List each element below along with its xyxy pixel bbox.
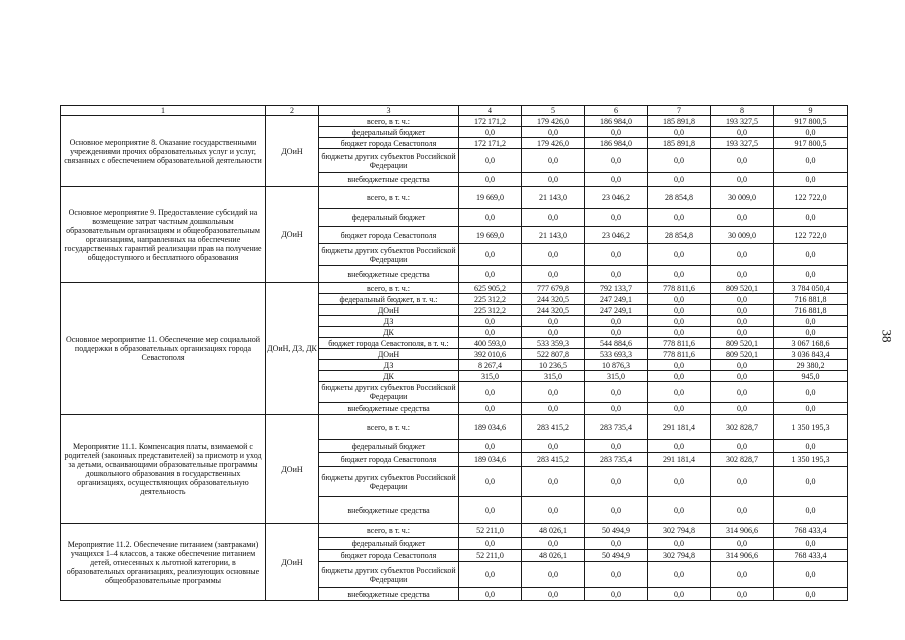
amount-cell: 809 520,1 [711,283,774,294]
amount-cell: 0,0 [459,316,522,327]
amount-cell: 0,0 [459,382,522,403]
amount-cell: 0,0 [522,382,585,403]
amount-cell: 400 593,0 [459,338,522,349]
amount-cell: 0,0 [711,305,774,316]
funding-source: ДК [319,327,459,338]
amount-cell: 0,0 [774,127,848,138]
amount-cell: 314 906,6 [711,524,774,538]
funding-source: внебюджетные средства [319,173,459,187]
table-row [61,187,848,209]
amount-cell: 0,0 [774,382,848,403]
funding-source: бюджет города Севастополя [319,453,459,467]
amount-cell: 23 046,2 [585,227,648,244]
funding-source: всего, в т. ч.: [319,187,459,209]
amount-cell: 0,0 [459,266,522,283]
amount-cell: 0,0 [522,538,585,550]
amount-cell: 0,0 [585,382,648,403]
funding-source: всего, в т. ч.: [319,283,459,294]
amount-cell: 0,0 [648,440,711,453]
amount-cell: 0,0 [774,327,848,338]
amount-cell: 0,0 [711,467,774,497]
column-header: 8 [711,106,774,116]
amount-cell: 0,0 [711,440,774,453]
amount-cell: 0,0 [711,588,774,601]
amount-cell: 0,0 [522,209,585,227]
amount-cell: 0,0 [522,467,585,497]
amount-cell: 0,0 [711,266,774,283]
amount-cell: 0,0 [711,149,774,173]
funding-source: внебюджетные средства [319,403,459,415]
amount-cell: 0,0 [711,316,774,327]
funding-source: федеральный бюджет [319,209,459,227]
amount-cell: 10 876,3 [585,360,648,371]
amount-cell: 778 811,6 [648,349,711,360]
amount-cell: 0,0 [522,149,585,173]
amount-cell: 1 350 195,3 [774,453,848,467]
amount-cell: 0,0 [648,467,711,497]
amount-cell: 225 312,2 [459,305,522,316]
amount-cell: 0,0 [459,244,522,266]
amount-cell: 302 828,7 [711,453,774,467]
funding-source: ДЗ [319,316,459,327]
amount-cell: 0,0 [648,327,711,338]
amount-cell: 0,0 [648,127,711,138]
funding-source: бюджеты других субъектов Российской Федерации [319,562,459,588]
amount-cell: 48 026,1 [522,550,585,562]
amount-cell: 809 520,1 [711,349,774,360]
amount-cell: 778 811,6 [648,338,711,349]
amount-cell: 945,0 [774,371,848,382]
amount-cell: 186 984,0 [585,138,648,149]
amount-cell: 625 905,2 [459,283,522,294]
amount-cell: 0,0 [585,538,648,550]
amount-cell: 314 906,6 [711,550,774,562]
funding-source: федеральный бюджет, в т. ч.: [319,294,459,305]
amount-cell: 122 722,0 [774,187,848,209]
amount-cell: 0,0 [711,382,774,403]
amount-cell: 778 811,6 [648,283,711,294]
amount-cell: 0,0 [459,127,522,138]
amount-cell: 0,0 [648,173,711,187]
amount-cell: 0,0 [585,149,648,173]
funding-source: бюджеты других субъектов Российской Федерации [319,467,459,497]
funding-source: бюджет города Севастополя [319,138,459,149]
funding-source: бюджеты других субъектов Российской Федерации [319,149,459,173]
amount-cell: 0,0 [585,316,648,327]
funding-source: ДЗ [319,360,459,371]
funding-source: всего, в т. ч.: [319,524,459,538]
amount-cell: 10 236,5 [522,360,585,371]
amount-cell: 172 171,2 [459,116,522,127]
event-name: Основное мероприятие 9. Предоставление субсидий на возмещение затрат частным дошкольным образовательным организациям и общеобразовательным организациям, направленных на обеспечение государственных гарантий реализации прав на получение общедоступного и бесплатного образования [61,187,266,283]
amount-cell: 777 679,8 [522,283,585,294]
amount-cell: 0,0 [774,497,848,524]
amount-cell: 533 693,3 [585,349,648,360]
amount-cell: 0,0 [522,440,585,453]
amount-cell: 0,0 [459,173,522,187]
amount-cell: 0,0 [585,588,648,601]
amount-cell: 247 249,1 [585,305,648,316]
amount-cell: 0,0 [648,266,711,283]
amount-cell: 0,0 [585,209,648,227]
amount-cell: 1 350 195,3 [774,415,848,440]
column-header: 5 [522,106,585,116]
amount-cell: 0,0 [711,403,774,415]
amount-cell: 0,0 [774,562,848,588]
amount-cell: 809 520,1 [711,338,774,349]
funding-source: всего, в т. ч.: [319,116,459,127]
funding-source: ДК [319,371,459,382]
amount-cell: 3 067 168,6 [774,338,848,349]
amount-cell: 716 881,8 [774,305,848,316]
amount-cell: 0,0 [774,588,848,601]
amount-cell: 0,0 [459,149,522,173]
amount-cell: 19 669,0 [459,227,522,244]
table-row [61,283,848,294]
amount-cell: 0,0 [648,562,711,588]
amount-cell: 28 854,8 [648,187,711,209]
amount-cell: 50 494,9 [585,524,648,538]
amount-cell: 189 034,6 [459,453,522,467]
column-header: 9 [774,106,848,116]
amount-cell: 533 359,3 [522,338,585,349]
amount-cell: 0,0 [522,266,585,283]
amount-cell: 0,0 [522,403,585,415]
amount-cell: 0,0 [711,244,774,266]
amount-cell: 0,0 [522,127,585,138]
amount-cell: 247 249,1 [585,294,648,305]
amount-cell: 172 171,2 [459,138,522,149]
amount-cell: 0,0 [585,127,648,138]
funding-source: бюджеты других субъектов Российской Федерации [319,382,459,403]
amount-cell: 28 854,8 [648,227,711,244]
amount-cell: 0,0 [711,497,774,524]
amount-cell: 291 181,4 [648,453,711,467]
amount-cell: 244 320,5 [522,305,585,316]
amount-cell: 185 891,8 [648,116,711,127]
amount-cell: 0,0 [648,497,711,524]
amount-cell: 792 133,7 [585,283,648,294]
amount-cell: 283 735,4 [585,415,648,440]
amount-cell: 0,0 [459,440,522,453]
amount-cell: 315,0 [522,371,585,382]
amount-cell: 0,0 [459,538,522,550]
amount-cell: 0,0 [522,497,585,524]
amount-cell: 0,0 [648,360,711,371]
amount-cell: 122 722,0 [774,227,848,244]
amount-cell: 0,0 [585,266,648,283]
executor: ДОиН, ДЗ, ДК [266,283,319,415]
amount-cell: 179 426,0 [522,138,585,149]
amount-cell: 0,0 [774,149,848,173]
amount-cell: 0,0 [648,538,711,550]
amount-cell: 544 884,6 [585,338,648,349]
column-header: 6 [585,106,648,116]
funding-source: бюджет города Севастополя [319,227,459,244]
amount-cell: 0,0 [774,209,848,227]
funding-source: федеральный бюджет [319,127,459,138]
amount-cell: 0,0 [774,244,848,266]
amount-cell: 0,0 [522,244,585,266]
amount-cell: 0,0 [711,294,774,305]
amount-cell: 0,0 [774,467,848,497]
funding-source: федеральный бюджет [319,440,459,453]
amount-cell: 0,0 [711,538,774,550]
amount-cell: 0,0 [648,403,711,415]
amount-cell: 21 143,0 [522,187,585,209]
executor: ДОиН [266,187,319,283]
amount-cell: 0,0 [774,266,848,283]
amount-cell: 0,0 [585,244,648,266]
amount-cell: 21 143,0 [522,227,585,244]
funding-source: ДОиН [319,305,459,316]
amount-cell: 768 433,4 [774,524,848,538]
amount-cell: 0,0 [522,316,585,327]
amount-cell: 23 046,2 [585,187,648,209]
table-body [61,106,848,601]
amount-cell: 0,0 [522,327,585,338]
amount-cell: 0,0 [459,562,522,588]
funding-source: ДОиН [319,349,459,360]
amount-cell: 716 881,8 [774,294,848,305]
amount-cell: 0,0 [648,371,711,382]
amount-cell: 8 267,4 [459,360,522,371]
amount-cell: 0,0 [522,173,585,187]
amount-cell: 768 433,4 [774,550,848,562]
table-row [61,116,848,127]
amount-cell: 0,0 [711,371,774,382]
amount-cell: 0,0 [774,440,848,453]
amount-cell: 0,0 [774,403,848,415]
amount-cell: 0,0 [585,440,648,453]
amount-cell: 283 735,4 [585,453,648,467]
amount-cell: 0,0 [459,497,522,524]
amount-cell: 0,0 [711,360,774,371]
budget-table [60,105,848,601]
amount-cell: 0,0 [648,149,711,173]
amount-cell: 3 036 843,4 [774,349,848,360]
funding-source: бюджеты других субъектов Российской Федерации [319,244,459,266]
amount-cell: 30 009,0 [711,227,774,244]
executor: ДОиН [266,116,319,187]
amount-cell: 917 800,5 [774,138,848,149]
event-name: Мероприятие 11.2. Обеспечение питанием (завтраками) учащихся 1–4 классов, а также обеспечение питанием детей, отнесенных к льготной категории, в образовательных организациях, реализующих основные общеобразовательные программы [61,524,266,601]
amount-cell: 302 794,8 [648,550,711,562]
amount-cell: 283 415,2 [522,415,585,440]
amount-cell: 302 794,8 [648,524,711,538]
table-row [61,524,848,538]
amount-cell: 917 800,5 [774,116,848,127]
funding-source: бюджет города Севастополя, в т. ч.: [319,338,459,349]
column-header: 4 [459,106,522,116]
amount-cell: 0,0 [459,588,522,601]
amount-cell: 244 320,5 [522,294,585,305]
amount-cell: 193 327,5 [711,138,774,149]
amount-cell: 0,0 [774,316,848,327]
amount-cell: 52 211,0 [459,524,522,538]
event-name: Мероприятие 11.1. Компенсация платы, взимаемой с родителей (законных представителей) за присмотр и уход за детьми, осваивающими образовательные программы дошкольного образования в государственных организациях, осуществляющих образовательную деятельность [61,415,266,524]
funding-source: внебюджетные средства [319,497,459,524]
amount-cell: 302 828,7 [711,415,774,440]
amount-cell: 52 211,0 [459,550,522,562]
event-name: Основное мероприятие 8. Оказание государственными учреждениями прочих образовательных услуг и услуг, связанных с обеспечением образовательной деятельности [61,116,266,187]
amount-cell: 0,0 [648,588,711,601]
amount-cell: 0,0 [648,382,711,403]
amount-cell: 193 327,5 [711,116,774,127]
funding-source: всего, в т. ч.: [319,415,459,440]
amount-cell: 0,0 [711,209,774,227]
funding-source: внебюджетные средства [319,588,459,601]
amount-cell: 0,0 [585,327,648,338]
amount-cell: 225 312,2 [459,294,522,305]
column-header: 2 [266,106,319,116]
amount-cell: 0,0 [711,127,774,138]
amount-cell: 19 669,0 [459,187,522,209]
amount-cell: 0,0 [585,497,648,524]
amount-cell: 0,0 [459,403,522,415]
amount-cell: 283 415,2 [522,453,585,467]
amount-cell: 291 181,4 [648,415,711,440]
amount-cell: 0,0 [459,327,522,338]
amount-cell: 0,0 [648,316,711,327]
amount-cell: 0,0 [648,305,711,316]
amount-cell: 3 784 050,4 [774,283,848,294]
amount-cell: 0,0 [774,538,848,550]
amount-cell: 315,0 [585,371,648,382]
amount-cell: 0,0 [711,327,774,338]
amount-cell: 0,0 [522,562,585,588]
amount-cell: 0,0 [459,209,522,227]
funding-source: внебюджетные средства [319,266,459,283]
amount-cell: 0,0 [522,588,585,601]
amount-cell: 0,0 [585,173,648,187]
amount-cell: 50 494,9 [585,550,648,562]
amount-cell: 185 891,8 [648,138,711,149]
amount-cell: 186 984,0 [585,116,648,127]
funding-source: федеральный бюджет [319,538,459,550]
amount-cell: 0,0 [459,467,522,497]
amount-cell: 392 010,6 [459,349,522,360]
amount-cell: 522 807,8 [522,349,585,360]
amount-cell: 0,0 [585,562,648,588]
column-header: 7 [648,106,711,116]
executor: ДОиН [266,415,319,524]
funding-source: бюджет города Севастополя [319,550,459,562]
amount-cell: 0,0 [648,294,711,305]
amount-cell: 0,0 [585,403,648,415]
amount-cell: 0,0 [774,173,848,187]
executor: ДОиН [266,524,319,601]
amount-cell: 0,0 [711,562,774,588]
amount-cell: 189 034,6 [459,415,522,440]
amount-cell: 0,0 [648,209,711,227]
amount-cell: 179 426,0 [522,116,585,127]
header-row [61,106,848,116]
amount-cell: 29 380,2 [774,360,848,371]
amount-cell: 0,0 [585,467,648,497]
table-row [61,415,848,440]
amount-cell: 0,0 [711,173,774,187]
column-header: 1 [61,106,266,116]
page-number: 38 [879,329,895,343]
event-name: Основное мероприятие 11. Обеспечение мер социальной поддержки в образовательных организациях города Севастополя [61,283,266,415]
amount-cell: 0,0 [648,244,711,266]
column-header: 3 [319,106,459,116]
amount-cell: 30 009,0 [711,187,774,209]
amount-cell: 48 026,1 [522,524,585,538]
amount-cell: 315,0 [459,371,522,382]
